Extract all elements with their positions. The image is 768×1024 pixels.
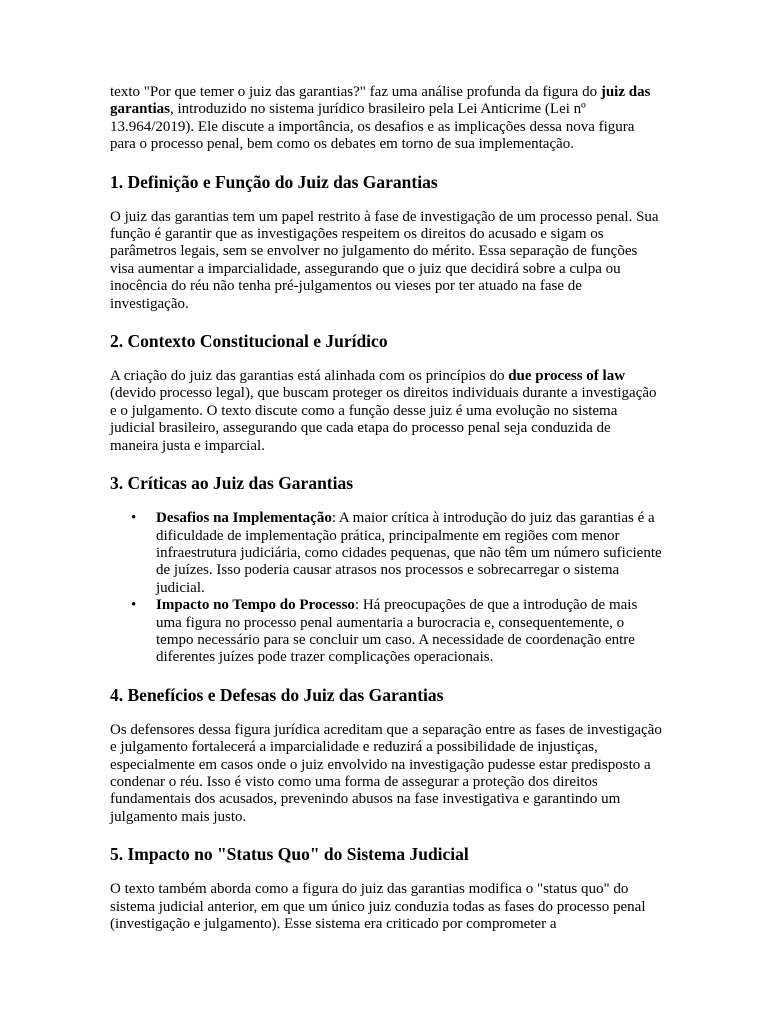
section-3-heading: 3. Críticas ao Juiz das Garantias xyxy=(110,473,354,494)
section-1-heading: 1. Definição e Função do Juiz das Garantias xyxy=(110,171,438,192)
list-item-text: : A maior crítica à introdução do juiz das garantias é a dificuldade de implementação prática, principalmente em regiões com menor infraestrutura judiciária, como cidades pequenas, que não têm um número suficiente de juízes. Isso poderia causar atrasos nos processos e sobrecarregar o sistema judicial. xyxy=(156,510,662,596)
section-5-paragraph: O texto também aborda como a figura do juiz das garantias modifica o "status quo" do sistema judicial anterior, em que um único juiz conduzia todas as fases do processo penal (investigação e julgamento). Esse sistema era criticado por comprometer a xyxy=(110,881,646,932)
section-1-paragraph: O juiz das garantias tem um papel restrito à fase de investigação de um processo penal. Sua função é garantir que as investigações respeitem os direitos do acusado e sigam os parâmetros legais, sem se envolver no julgamento do mérito. Essa separação de funções visa aumentar a imparcialidade, assegurando que o juiz que decidirá sobre a culpa ou inocência do réu não tenha pré-julgamentos ou vieses por ter atuado na fase de investigação. xyxy=(110,208,659,312)
list-item-title: Desafios na Implementação xyxy=(156,510,332,527)
list-item xyxy=(131,597,662,667)
section-2-paragraph xyxy=(110,368,662,455)
section-4-paragraph: Os defensores dessa figura jurídica acreditam que a separação entre as fases de investigação e julgamento fortalecerá a imparcialidade e reduzirá a possibilidade de injustiças, especialmente em casos onde o juiz envolvido na investigação pudesse estar predisposto a condenar o réu. Isso é visto como uma forma de assegurar a proteção dos direitos fundamentais dos acusados, prevenindo abusos na fase investigativa e garantindo um julgamento mais justo. xyxy=(110,721,662,825)
intro-text-1: texto "Por que temer o juiz das garantias?" faz uma análise profunda da figura do xyxy=(110,84,601,100)
section-2-text-1: A criação do juiz das garantias está alinhada com os princípios do xyxy=(110,368,509,385)
intro-paragraph xyxy=(110,84,662,154)
list-item-text: : Há preocupações de que a introdução de mais uma figura no processo penal aumentaria a burocracia e, consequentemente, o tempo necessário para se concluir um caso. A necessidade de coordenação entre diferentes juízes pode trazer complicações operacionais. xyxy=(156,597,638,666)
intro-text-2: , introduzido no sistema jurídico brasileiro pela Lei Anticrime (Lei nº 13.964/2019). Ele discute a importância, os desafios e as implicações dessa nova figura para o processo penal, bem como os debates em torno de sua implementação. xyxy=(110,101,635,153)
section-3-list xyxy=(110,510,662,667)
document-page xyxy=(110,84,662,933)
section-2-heading: 2. Contexto Constitucional e Jurídico xyxy=(110,331,388,352)
section-2-text-2: (devido processo legal), que buscam proteger os direitos individuais durante a investigação e o julgamento. O texto discute como a função desse juiz é uma evolução no sistema judicial brasileiro, assegurando que cada etapa do processo penal seja conduzida de maneira justa e imparcial. xyxy=(110,385,657,454)
section-5-heading: 5. Impacto no "Status Quo" do Sistema Judicial xyxy=(110,844,469,865)
bullet-icon: • xyxy=(131,510,137,527)
list-item xyxy=(131,510,662,597)
section-4-heading: 4. Benefícios e Defesas do Juiz das Garantias xyxy=(110,684,444,705)
list-item-title: Impacto no Tempo do Processo xyxy=(156,597,355,614)
section-2-bold-term: due process of law xyxy=(508,368,626,385)
bullet-icon: • xyxy=(131,597,137,614)
intro-bold-term: juiz das garantias xyxy=(110,84,651,118)
